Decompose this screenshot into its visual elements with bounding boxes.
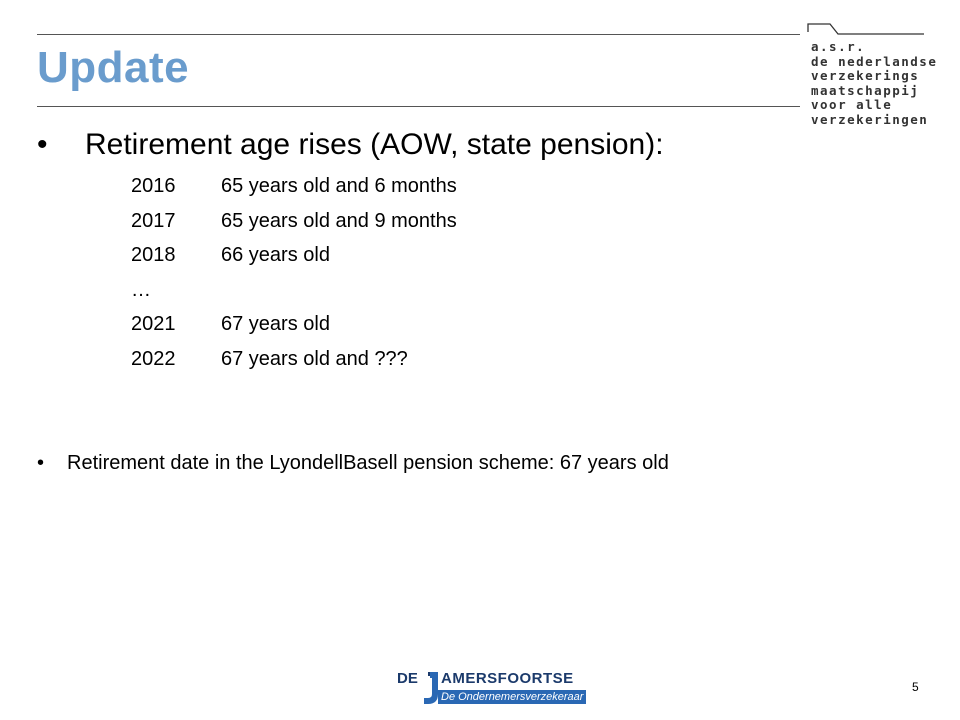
bullet-icon: • bbox=[37, 128, 48, 161]
asr-logo-line: a.s.r. bbox=[811, 39, 866, 54]
schedule-age: 65 years old and 9 months bbox=[221, 209, 457, 232]
schedule-age: 67 years old and ??? bbox=[221, 347, 408, 370]
footer-brand-prefix: DE bbox=[397, 670, 418, 687]
schedule-year: 2022 bbox=[131, 347, 176, 370]
schedule-row bbox=[131, 347, 457, 382]
schedule-row bbox=[131, 312, 457, 347]
footer-tagline: De Ondernemersverzekeraar bbox=[438, 690, 586, 704]
schedule-year: 2018 bbox=[131, 244, 176, 266]
asr-logo-line: verzekeringen bbox=[811, 111, 929, 127]
schedule-row bbox=[131, 278, 457, 313]
schedule-row bbox=[131, 209, 457, 244]
asr-logo-line: verzekerings bbox=[811, 68, 920, 83]
main-bullet bbox=[37, 126, 664, 164]
footer-brand-name: AMERSFOORTSE bbox=[441, 670, 574, 687]
second-bullet-text: Retirement date in the LyondellBasell pension scheme: 67 years old bbox=[67, 452, 669, 474]
header-rule-bottom bbox=[37, 106, 800, 107]
schedule-year: 2021 bbox=[131, 313, 176, 335]
schedule-age: 67 years old bbox=[221, 313, 330, 335]
header-rule-top bbox=[37, 34, 800, 35]
asr-logo-line: maatschappij bbox=[811, 82, 920, 98]
page-number: 5 bbox=[912, 680, 919, 694]
asr-logo-text bbox=[811, 40, 937, 127]
schedule-year: … bbox=[131, 278, 151, 301]
asr-logo-line: voor alle bbox=[811, 97, 893, 112]
asr-logo-line: de nederlandse bbox=[811, 53, 938, 69]
second-bullet bbox=[37, 450, 669, 476]
schedule-year: 2016 bbox=[131, 175, 176, 197]
schedule-row bbox=[131, 174, 457, 209]
schedule-age: 65 years old and 6 months bbox=[221, 175, 457, 197]
schedule-age: 66 years old bbox=[221, 244, 330, 266]
main-bullet-text: Retirement age rises (AOW, state pension): bbox=[85, 128, 664, 161]
schedule-row bbox=[131, 243, 457, 278]
de-amersfoortse-logo bbox=[394, 668, 584, 708]
retirement-schedule bbox=[131, 174, 457, 381]
bullet-icon: • bbox=[37, 452, 45, 474]
schedule-year: 2017 bbox=[131, 209, 176, 232]
asr-logo bbox=[806, 18, 946, 127]
slide-title: Update bbox=[37, 43, 190, 92]
